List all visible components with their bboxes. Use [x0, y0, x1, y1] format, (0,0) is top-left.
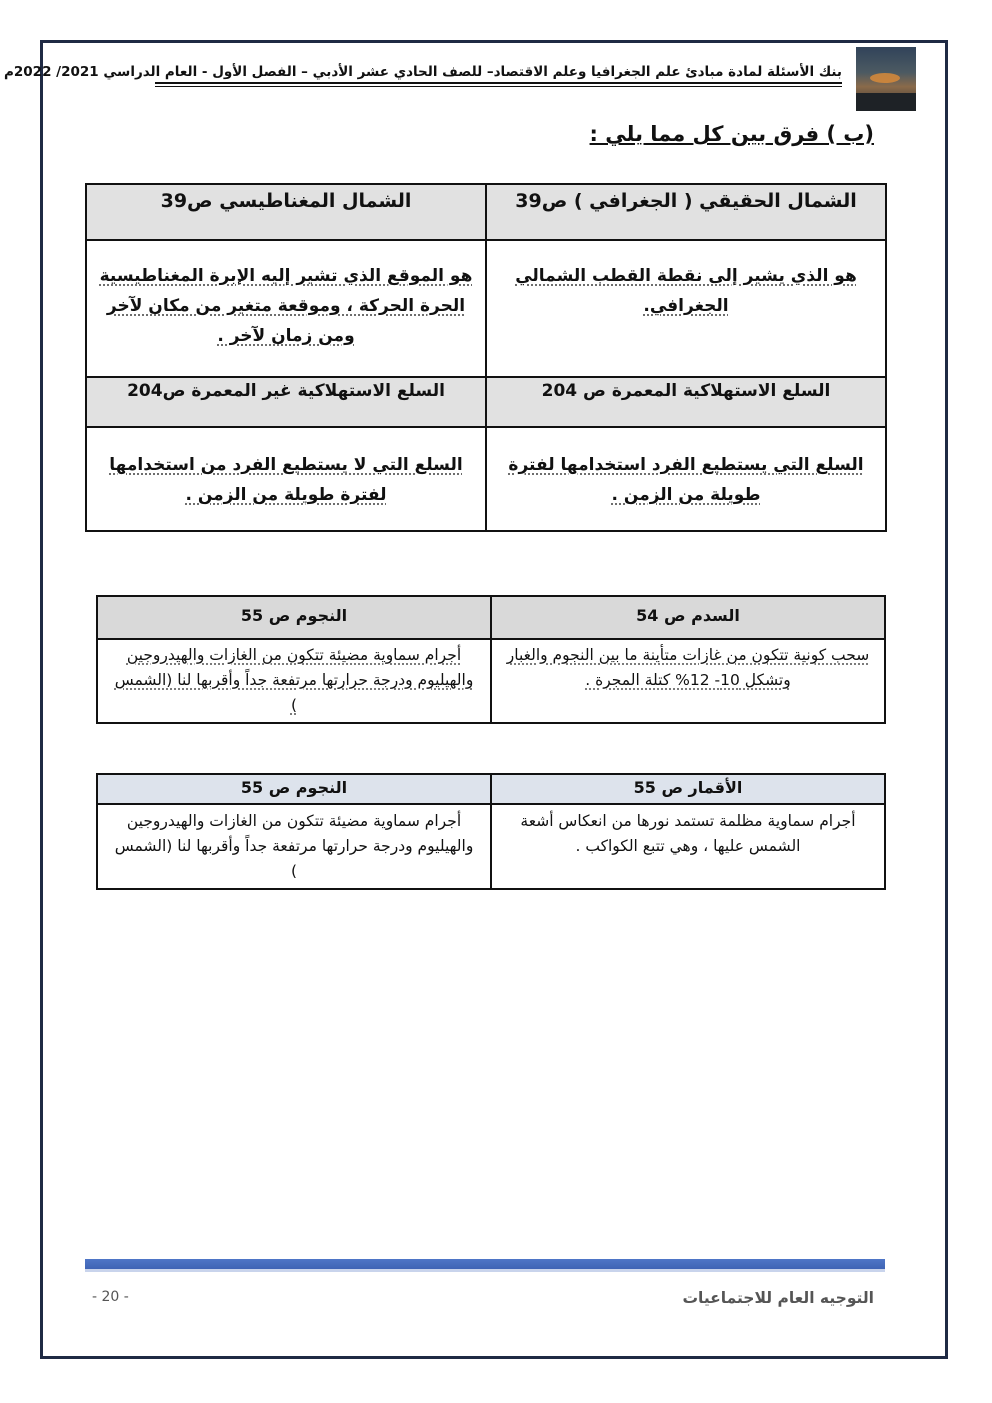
cell-magnetic-north-definition	[86, 240, 486, 377]
cell-stars-definition	[97, 639, 491, 723]
cell-durable-goods-definition	[486, 427, 886, 531]
header-rule-thin	[155, 86, 842, 87]
cell-nebulae-definition	[491, 639, 885, 723]
comparison-table-north-goods	[85, 183, 887, 532]
cell-nondurable-goods-definition	[86, 427, 486, 531]
header-magnetic-north: الشمال المغناطيسي ص39	[86, 184, 486, 240]
footer-divider-bar	[85, 1259, 885, 1269]
comparison-table-moons-stars	[96, 773, 886, 890]
sunset-glow	[870, 73, 900, 83]
cell-moons-definition: أجرام سماوية مظلمة تستمد نورها من انعكاس أشعة الشمس عليها ، وهي تتبع الكواكب .	[491, 804, 885, 889]
header-durable-goods: السلع الاستهلاكية المعمرة ص 204	[486, 377, 886, 427]
header-stars: النجوم ص 55	[97, 596, 491, 639]
definition-text: أجرام سماوية مضيئة تتكون من الغازات والهيدروجين والهيليوم ودرجة حرارتها مرتفعة جداً وأقربها لنا (الشمس )	[114, 646, 474, 714]
cell-true-north-definition	[486, 240, 886, 377]
definition-text: السلع التي لا يستطيع الفرد من استخدامها لفترة طويلة من الزمن .	[109, 455, 463, 505]
header-moons: الأقمار ص 55	[491, 774, 885, 804]
section-heading: (ب ) فرق بين كل مما يلي :	[589, 122, 874, 146]
table-row	[97, 804, 885, 889]
definition-text: هو الموقع الذي تشير إليه الإبرة المغناطيسية الحرة الحركة ، وموقعة متغير من مكان لآخر ومن زمان لآخر .	[99, 266, 473, 346]
table-row	[86, 377, 886, 427]
header-true-north: الشمال الحقيقي ( الجغرافي ) ص39	[486, 184, 886, 240]
definition-text: هو الذي يشير إلى نقطة القطب الشمالي الجغرافي.	[515, 266, 857, 316]
table-row	[86, 184, 886, 240]
header-nebulae: السدم ص 54	[491, 596, 885, 639]
header-rule	[155, 82, 842, 84]
definition-text: سحب كونية تتكون من غازات متأينة ما بين النجوم والغبار وتشكل 10- 12% كتلة المجرة .	[506, 646, 870, 689]
cell-stars-definition: أجرام سماوية مضيئة تتكون من الغازات والهيدروجين والهيليوم ودرجة حرارتها مرتفعة جداً وأقربها لنا (الشمس )	[97, 804, 491, 889]
landscape-ground	[856, 93, 916, 111]
definition-text: السلع التي يستطيع الفرد استخدامها لفترة طويلة من الزمن .	[508, 455, 864, 505]
page-number: - 20 -	[92, 1289, 129, 1305]
table-row	[86, 427, 886, 531]
footer-divider-shadow	[85, 1269, 885, 1272]
header-title: بنك الأسئلة لمادة مبادئ علم الجغرافيا وعلم الاقتصاد– للصف الحادي عشر الأدبي – الفصل الأول - العام الدراسي 2021/ 2022م	[3, 64, 842, 80]
header-logo-image	[856, 47, 916, 111]
table-row	[97, 596, 885, 639]
table-row	[97, 774, 885, 804]
footer-label: التوجيه العام للاجتماعيات	[682, 1289, 874, 1307]
table-row	[86, 240, 886, 377]
table-row	[97, 639, 885, 723]
comparison-table-nebulae-stars	[96, 595, 886, 724]
header-nondurable-goods: السلع الاستهلاكية غير المعمرة ص204	[86, 377, 486, 427]
header-stars: النجوم ص 55	[97, 774, 491, 804]
